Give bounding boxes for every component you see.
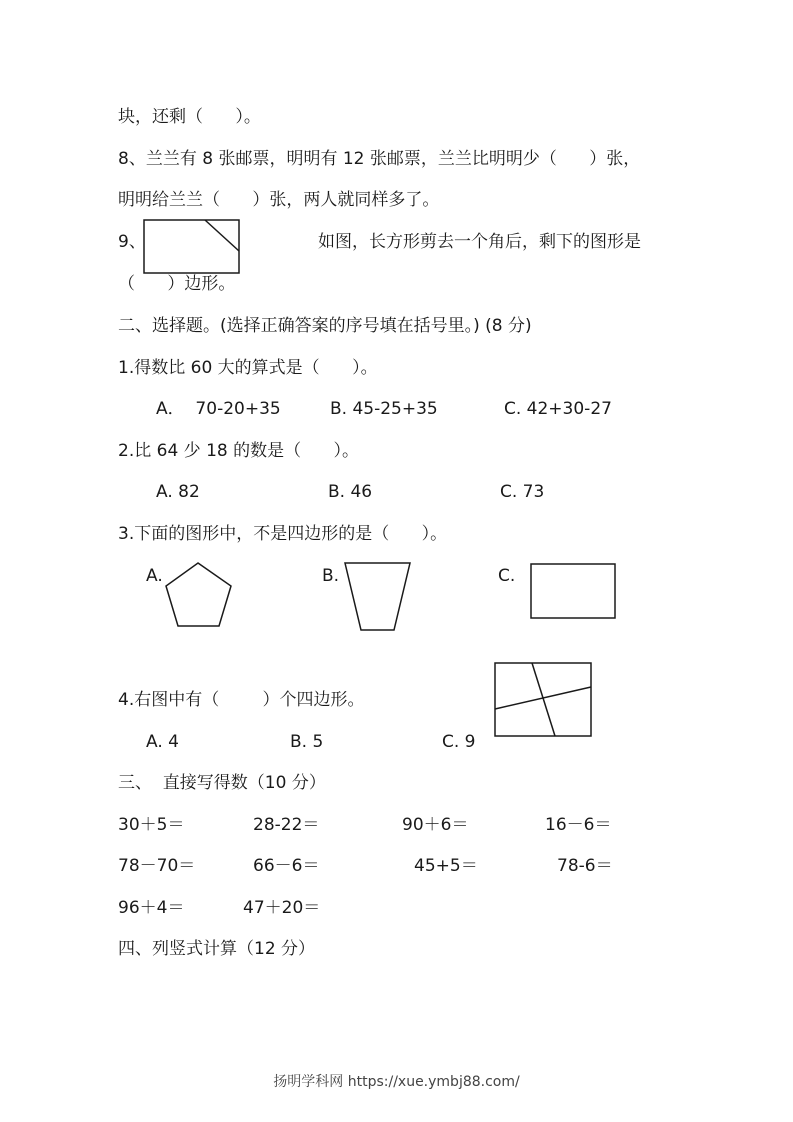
question-2-4-option-c: C. 9 (442, 732, 476, 752)
section-3-title: 三、 直接写得数（10 分） (118, 773, 326, 793)
calc-item: 45+5＝ (414, 856, 478, 876)
question-2-1-stem: 1.得数比 60 大的算式是（ ）。 (118, 358, 378, 378)
question-2-3-option-b: B. (322, 566, 340, 586)
question-2-1-option-a: A． 70-20+35 (156, 399, 281, 419)
question-2-4-option-a: A. 4 (146, 732, 179, 752)
section-2-title: 二、选择题。(选择正确答案的序号填在括号里。) (8 分) (118, 316, 532, 336)
calc-item: 47＋20＝ (243, 898, 321, 918)
question-2-1-option-b: B. 45-25+35 (330, 399, 438, 419)
calc-item: 16－6＝ (545, 815, 612, 835)
calc-item: 96＋4＝ (118, 898, 185, 918)
question-2-2-option-b: B. 46 (328, 482, 373, 502)
calc-item: 28-22＝ (253, 815, 320, 835)
question-2-2-option-c: C. 73 (500, 482, 545, 502)
question-2-3-option-a: A. (146, 566, 163, 586)
question-2-4-stem: 4.右图中有（ ）个四边形。 (118, 690, 365, 710)
page-footer-url[interactable]: 扬明学科网 https://xue.ymbj88.com/ (273, 1074, 520, 1090)
question-2-1-option-c: C. 42+30-27 (504, 399, 612, 419)
question-8-line-2: 明明给兰兰（ ）张，两人就同样多了。 (118, 190, 440, 210)
quadrilateral-count-figure (494, 662, 594, 740)
calc-item: 90＋6＝ (402, 815, 469, 835)
question-2-3-option-c: C. (498, 566, 516, 586)
calc-item: 30＋5＝ (118, 815, 185, 835)
question-2-2-stem: 2.比 64 少 18 的数是（ ）。 (118, 441, 360, 461)
question-9-end: （ ）边形。 (118, 274, 236, 294)
question-8-line-1: 8、兰兰有 8 张邮票，明明有 12 张邮票，兰兰比明明少（ ）张， (118, 149, 641, 169)
question-9-number: 9、 (118, 232, 146, 252)
question-2-2-option-a: A. 82 (156, 482, 200, 502)
trapezoid-shape (343, 561, 413, 633)
calc-item: 66－6＝ (253, 856, 320, 876)
question-9-text: 如图，长方形剪去一个角后，剩下的图形是 (318, 232, 641, 252)
rectangle-cut-figure (143, 219, 241, 275)
rectangle-shape (530, 563, 618, 621)
question-2-4-option-b: B. 5 (290, 732, 324, 752)
calc-item: 78－70＝ (118, 856, 196, 876)
pentagon-shape (164, 560, 234, 630)
text-line-continuation: 块，还剩（ ）。 (118, 107, 261, 127)
question-2-3-stem: 3.下面的图形中，不是四边形的是（ ）。 (118, 524, 448, 544)
calc-item: 78-6＝ (557, 856, 613, 876)
section-4-title: 四、列竖式计算（12 分） (118, 939, 316, 959)
